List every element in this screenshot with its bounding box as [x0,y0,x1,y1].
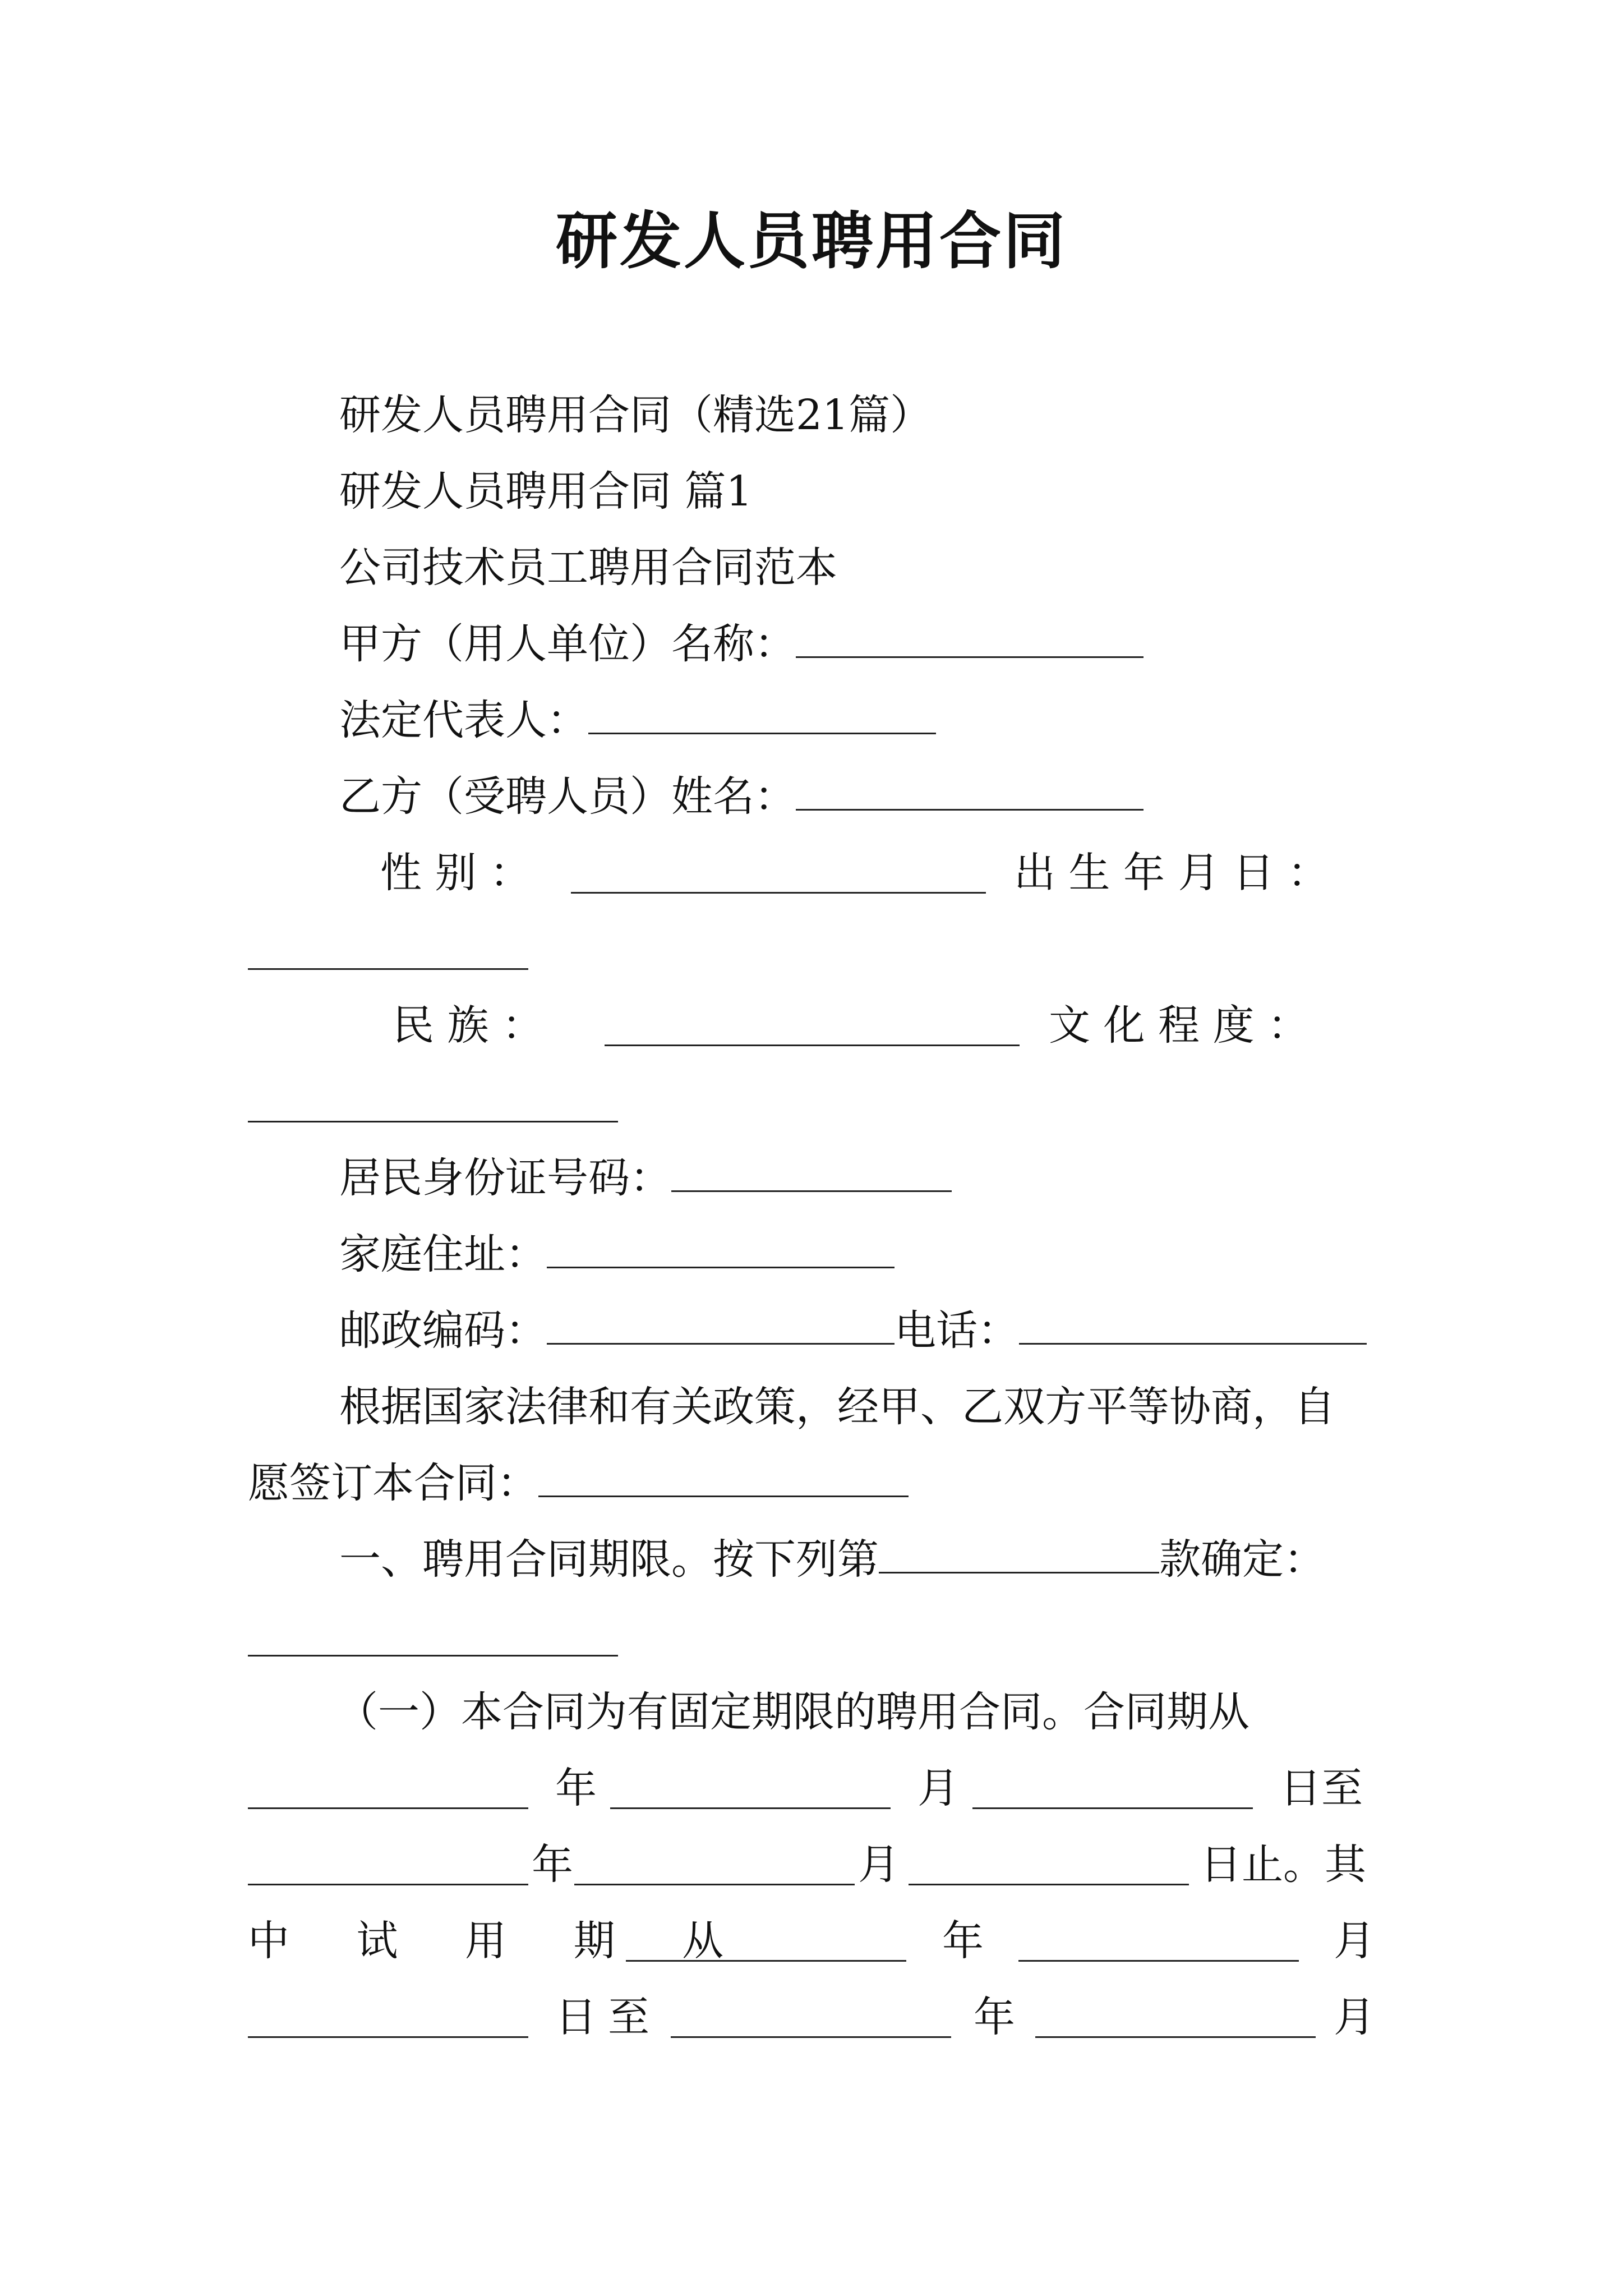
start-year-blank[interactable] [248,1804,528,1809]
para1-blank[interactable] [538,1455,909,1497]
year-char-4: 年 [974,1993,1015,2041]
end-year-blank[interactable] [248,1880,528,1885]
id-row [339,1150,952,1206]
party-a-label: 甲方（用人单位）名称： [339,620,796,668]
end-day-blank[interactable] [909,1880,1189,1885]
clause1-line1: （一）本合同为有固定期限的聘用合同。合同期从 [336,1688,1249,1736]
ethnicity-blank[interactable] [605,1041,1020,1046]
party-b-row [339,769,1144,825]
month-char-3: 月 [1334,1917,1375,1965]
end-month-blank[interactable] [574,1880,855,1885]
template-name: 公司技术员工聘用合同范本 [339,544,837,592]
party-b-label: 乙方（受聘人员）姓名： [339,772,796,821]
section1-blank[interactable] [248,1651,618,1657]
party-a-blank[interactable] [796,616,1144,658]
phone-blank[interactable] [1019,1303,1367,1345]
section1-clause-blank[interactable] [879,1531,1159,1573]
address-row [339,1226,895,1282]
education-label: 文 化 程 度 ： [1049,1001,1310,1050]
year-char-3: 年 [942,1917,984,1965]
section1-a: 一、聘用合同期限。按下列第 [339,1535,879,1584]
gender-label: 性 别 ： [380,849,532,897]
day-end: 日止。其 [1200,1841,1366,1889]
postcode-blank[interactable] [547,1303,895,1345]
birth-label: 出 生 年 月 日 ： [1014,849,1329,897]
month-char-1: 月 [917,1764,959,1812]
education-blank[interactable] [248,1117,618,1122]
party-b-blank[interactable] [796,769,1144,811]
phone-label: 电话： [895,1306,1019,1355]
legal-rep-row [339,692,936,748]
subtitle: 研发人员聘用合同（精选21篇） [339,391,932,439]
day-to-1: 日至 [1280,1764,1363,1812]
gender-blank[interactable] [571,889,986,894]
trial-prefix: 中 试 用 期 从 [248,1917,751,1965]
id-label: 居民身份证号码： [339,1154,671,1202]
para1-line2-row [248,1455,909,1511]
year-char-1: 年 [555,1764,597,1812]
address-blank[interactable] [547,1226,895,1268]
ethnicity-label: 民 族 ： [393,1001,544,1050]
legal-rep-blank[interactable] [588,692,936,734]
year-char-2: 年 [532,1841,573,1889]
address-label: 家庭住址： [339,1230,547,1278]
month-char-4: 月 [1334,1993,1375,2041]
day-to-2: 日至 [555,1993,661,2041]
piece-heading: 研发人员聘用合同 篇1 [339,467,753,516]
trial-end-month-blank[interactable] [1035,2033,1316,2038]
id-blank[interactable] [671,1150,952,1192]
para1-line1: 根据国家法律和有关政策，经甲、乙双方平等协商，自 [339,1383,1335,1431]
postcode-label: 邮政编码： [339,1306,547,1355]
month-char-2: 月 [858,1841,900,1889]
postcode-phone-row [339,1303,1367,1359]
section1-row [339,1531,1325,1588]
trial-start-year-blank[interactable] [626,1957,906,1962]
start-month-blank[interactable] [610,1804,891,1809]
trial-start-day-blank[interactable] [248,2033,528,2038]
section1-b: 款确定： [1159,1535,1325,1584]
trial-end-year-blank[interactable] [671,2033,951,2038]
birth-blank[interactable] [248,965,528,970]
start-day-blank[interactable] [972,1804,1253,1809]
trial-start-month-blank[interactable] [1018,1957,1299,1962]
party-a-row [339,616,1144,672]
legal-rep-label: 法定代表人： [339,696,588,744]
document-title: 研发人员聘用合同 [556,205,1067,277]
para1-line2: 愿签订本合同： [248,1459,538,1507]
